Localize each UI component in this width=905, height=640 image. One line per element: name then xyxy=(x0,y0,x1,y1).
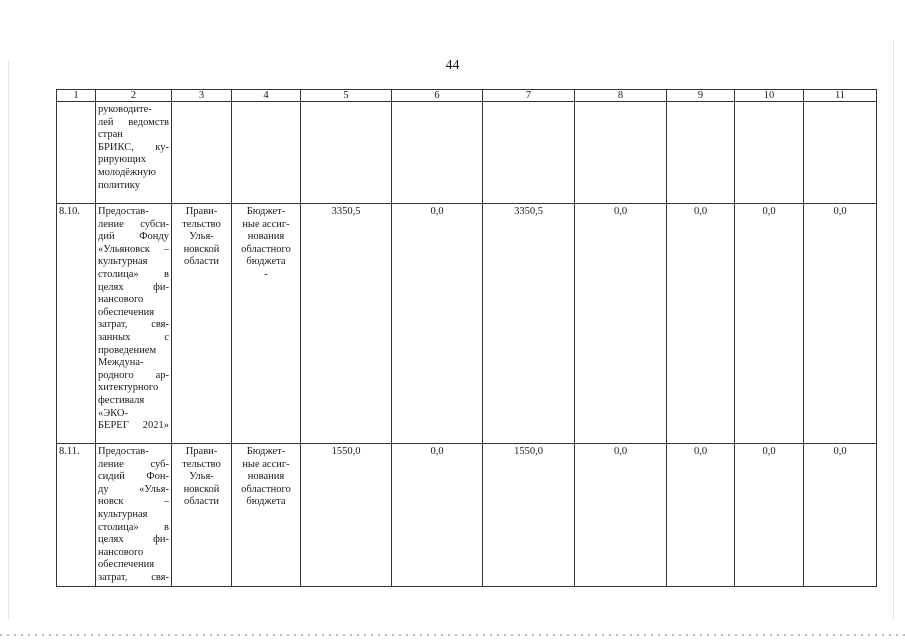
page-number: 44 xyxy=(445,58,460,73)
column-number: 5 xyxy=(301,90,392,102)
value-cell xyxy=(392,102,483,204)
value-cell: 1550,0 xyxy=(483,444,575,587)
cell-text-line: нования xyxy=(247,471,285,483)
cell-text-line: бюджета xyxy=(246,496,286,508)
value-cell: 0,0 xyxy=(735,204,804,444)
cell-text-line: области xyxy=(183,256,220,268)
cell-text-line: - xyxy=(264,268,268,280)
cell-text-line: молодёжную xyxy=(98,166,156,178)
column-number-header-row xyxy=(57,90,877,102)
table-row-continuation xyxy=(57,102,877,204)
cell-text-line: ные ассиг- xyxy=(242,458,290,470)
cell-text-line: областного xyxy=(241,243,291,255)
cell-text-line: новск – xyxy=(98,496,169,508)
cell-text-line: Междуна- xyxy=(98,357,144,369)
row-number-cell xyxy=(57,102,96,204)
cell-text-line: родного ар- xyxy=(98,369,169,381)
cell-text-line: Улья- xyxy=(189,231,214,243)
cell-text-line: рирующих xyxy=(98,154,147,166)
column-number: 6 xyxy=(392,90,483,102)
value-cell xyxy=(735,102,804,204)
activity-description-cell xyxy=(96,204,172,444)
value-cell: 1550,0 xyxy=(301,444,392,587)
value-cell xyxy=(804,102,877,204)
cell-text-line: целях фи- xyxy=(98,534,169,546)
cell-text-line: БРИКС, ку- xyxy=(98,141,169,153)
value-cell: 0,0 xyxy=(667,444,735,587)
scan-bottom-noise xyxy=(0,634,905,636)
value-cell xyxy=(301,102,392,204)
cell-text-line: столица» в xyxy=(98,268,169,280)
funding-source-cell xyxy=(232,444,301,587)
cell-text-line: нования xyxy=(247,231,285,243)
cell-text-line: ду «Улья- xyxy=(98,483,169,495)
cell-text-line: Бюджет- xyxy=(246,206,286,217)
funding-source-cell xyxy=(232,204,301,444)
cell-text-line: тельство xyxy=(182,458,221,470)
cell-text-line: БЕРЕГ 2021» xyxy=(98,420,169,432)
cell-text-line: Прави- xyxy=(185,206,218,217)
value-cell: 0,0 xyxy=(392,444,483,587)
cell-text-line: Улья- xyxy=(189,471,214,483)
value-cell: 0,0 xyxy=(735,444,804,587)
column-number: 11 xyxy=(804,90,877,102)
column-number: 3 xyxy=(172,90,232,102)
cell-text-line: дий Фонду xyxy=(98,231,169,243)
row-number-cell: 8.10. xyxy=(57,204,96,444)
value-cell: 0,0 xyxy=(667,204,735,444)
column-number: 8 xyxy=(575,90,667,102)
budget-table xyxy=(56,89,877,587)
row-number-cell: 8.11. xyxy=(57,444,96,587)
activity-description-cell xyxy=(96,102,172,204)
cell-text-line: обеспечения xyxy=(98,306,155,318)
cell-text-line: области xyxy=(183,496,220,508)
column-number: 9 xyxy=(667,90,735,102)
cell-text-line: фестиваля xyxy=(98,394,145,406)
cell-text-line: новской xyxy=(183,243,220,255)
cell-text-line: проведением xyxy=(98,344,157,356)
cell-text-line: ные ассиг- xyxy=(242,218,290,230)
cell-text-line: новской xyxy=(183,483,220,495)
value-cell xyxy=(483,102,575,204)
cell-text-line: «ЭКО- xyxy=(98,407,129,419)
cell-text-line: целях фи- xyxy=(98,281,169,293)
cell-text-line: Предостав- xyxy=(98,206,149,217)
value-cell: 0,0 xyxy=(804,444,877,587)
activity-description-cell xyxy=(96,444,172,587)
value-cell: 0,0 xyxy=(575,444,667,587)
executor-cell xyxy=(172,204,232,444)
cell-text-line: культурная xyxy=(98,508,148,520)
value-cell: 3350,5 xyxy=(483,204,575,444)
value-cell xyxy=(575,102,667,204)
cell-text-line: культурная xyxy=(98,256,148,268)
cell-text-line: стран xyxy=(98,129,123,141)
cell-text-line: ление субси- xyxy=(98,218,169,230)
cell-text-line: нансового xyxy=(98,294,144,306)
scan-edge-right xyxy=(893,40,894,620)
value-cell: 0,0 xyxy=(392,204,483,444)
cell-text-line: ление суб- xyxy=(98,458,169,470)
cell-text-line: Бюджет- xyxy=(246,446,286,457)
scan-edge-left xyxy=(8,60,9,620)
cell-text-line: Предостав- xyxy=(98,446,149,457)
table-row xyxy=(57,444,877,587)
cell-text-line: лей ведомств xyxy=(98,116,169,128)
column-number: 4 xyxy=(232,90,301,102)
cell-text-line: бюджета xyxy=(246,256,286,268)
cell-text-line: нансового xyxy=(98,546,144,558)
cell-text-line: политику xyxy=(98,179,140,191)
cell-text-line: столица» в xyxy=(98,521,169,533)
cell-text-line: тельство xyxy=(182,218,221,230)
cell-text-line: затрат, свя- xyxy=(98,571,169,583)
value-cell: 3350,5 xyxy=(301,204,392,444)
cell-text-line: сидий Фон- xyxy=(98,471,169,483)
cell-text-line: «Ульяновск – xyxy=(98,243,169,255)
executor-cell xyxy=(172,444,232,587)
cell-text-line: областного xyxy=(241,483,291,495)
table-row xyxy=(57,204,877,444)
value-cell: 0,0 xyxy=(575,204,667,444)
value-cell xyxy=(667,102,735,204)
column-number: 7 xyxy=(483,90,575,102)
column-number: 1 xyxy=(57,90,96,102)
cell-text-line: обеспечения xyxy=(98,559,155,571)
funding-source-cell xyxy=(232,102,301,204)
column-number: 10 xyxy=(735,90,804,102)
cell-text-line: Прави- xyxy=(185,446,218,457)
value-cell: 0,0 xyxy=(804,204,877,444)
cell-text-line: руководите- xyxy=(98,104,152,115)
cell-text-line: хитектурного xyxy=(98,382,159,394)
cell-text-line: затрат, свя- xyxy=(98,319,169,331)
executor-cell xyxy=(172,102,232,204)
column-number: 2 xyxy=(96,90,172,102)
cell-text-line: занных с xyxy=(98,331,169,343)
